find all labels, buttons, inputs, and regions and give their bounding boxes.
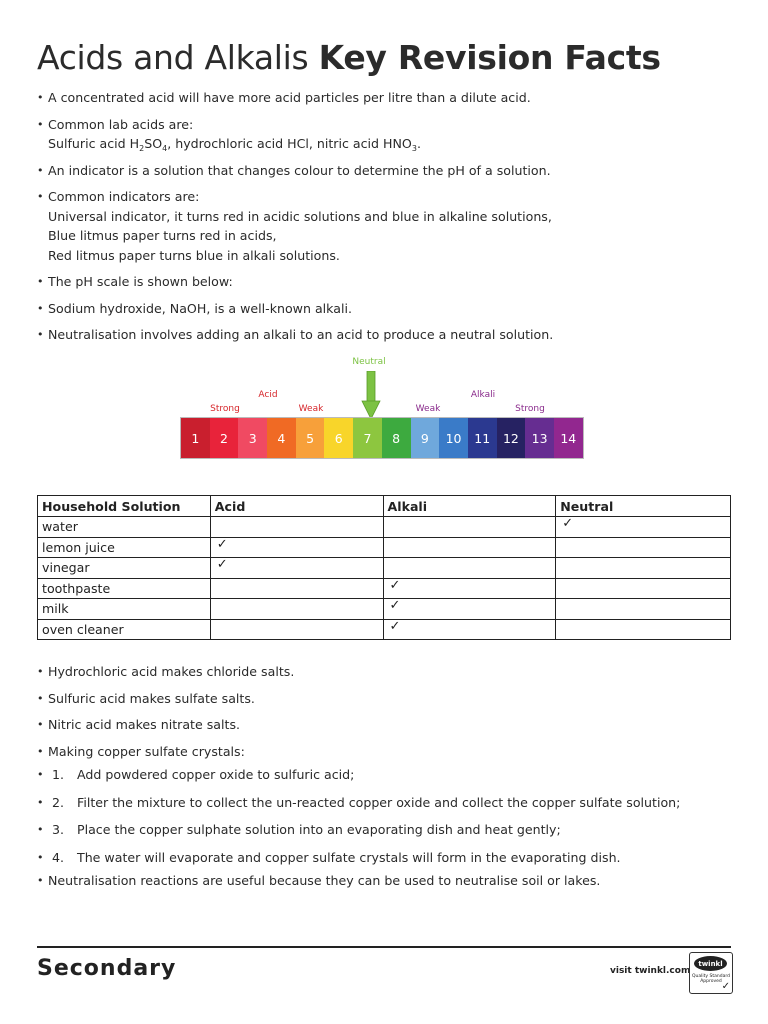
ph-cell-2: 2 — [210, 418, 239, 458]
alkali-cell — [383, 537, 556, 558]
step-item: • 4. The water will evaporate and copper sulfate crystals will form in the evaporating dish. — [37, 844, 737, 872]
fact-item — [37, 299, 737, 319]
ph-bar — [180, 417, 584, 459]
ph-scale — [180, 354, 590, 484]
ph-acid-label: Acid — [258, 390, 278, 400]
fact-text: • An indicator is a solution that changes colour to determine the pH of a solution. — [48, 162, 551, 178]
fact-text: • Neutralisation involves adding an alkali to an acid to produce a neutral solution. — [48, 327, 554, 342]
table-row — [38, 537, 731, 558]
fact-text: • A concentrated acid will have more acid particles per litre than a dilute acid. — [48, 90, 531, 105]
ph-cell-8: 8 — [382, 418, 411, 458]
acid-cell — [210, 578, 383, 599]
ph-cell-11: 11 — [468, 418, 497, 458]
visit-link[interactable]: visit twinkl.com — [610, 966, 691, 976]
fact-item — [37, 161, 737, 181]
page-title — [37, 38, 661, 77]
ph-cell-9: 9 — [411, 418, 440, 458]
fact-text: • Hydrochloric acid makes chloride salts. — [48, 664, 295, 679]
table-row — [38, 558, 731, 579]
solution-name: toothpaste — [38, 578, 211, 599]
indicator-line: Red litmus paper turns blue in alkali solutions. — [48, 247, 340, 263]
fact-text: • Common indicators are: — [48, 189, 200, 204]
alkali-cell: ✓ — [383, 578, 556, 599]
badge-logo: twinkl — [694, 956, 727, 971]
ph-neutral-label: Neutral — [352, 357, 386, 367]
badge-text: Quality Standard Approved — [692, 974, 730, 984]
alkali-cell: ✓ — [383, 619, 556, 640]
fact-text: • Making copper sulfate crystals: — [48, 743, 245, 759]
quality-badge — [689, 952, 733, 994]
ph-cell-5: 5 — [296, 418, 325, 458]
fact-text: • The pH scale is shown below: — [48, 274, 233, 289]
fact-item — [37, 115, 737, 154]
fact-item — [37, 88, 737, 108]
fact-item — [37, 742, 737, 872]
alkali-cell — [383, 517, 556, 538]
neutral-cell — [556, 578, 731, 599]
table-row — [38, 578, 731, 599]
fact-text: • Neutralisation reactions are useful because they can be used to neutralise soil or lakes. — [48, 873, 601, 888]
fact-text: • Nitric acid makes nitrate salts. — [48, 717, 241, 732]
neutral-cell — [556, 558, 731, 579]
step-item: • 2. Filter the mixture to collect the un-reacted copper oxide and collect the copper sulfate solution; — [37, 789, 737, 817]
ph-acid-strong-label: Strong — [210, 404, 240, 414]
fact-item — [37, 871, 737, 891]
indicator-line: Blue litmus paper turns red in acids, — [48, 228, 277, 243]
indicator-line: Universal indicator, it turns red in acidic solutions and blue in alkaline solutions, — [48, 208, 552, 224]
ph-cell-1: 1 — [181, 418, 210, 458]
fact-item — [37, 325, 737, 345]
ph-cell-14: 14 — [554, 418, 583, 458]
neutral-cell — [556, 599, 731, 620]
ph-cell-6: 6 — [324, 418, 353, 458]
header-neutral: Neutral — [556, 496, 731, 517]
ph-cell-4: 4 — [267, 418, 296, 458]
acid-cell: ✓ — [210, 537, 383, 558]
title-part1: Acids and Alkalis — [37, 38, 319, 77]
solution-name: milk — [38, 599, 211, 620]
ph-alkali-strong-label: Strong — [515, 404, 545, 414]
fact-text: • Sulfuric acid makes sulfate salts. — [48, 690, 255, 706]
solution-name: water — [38, 517, 211, 538]
solution-name: vinegar — [38, 558, 211, 579]
neutral-cell — [556, 619, 731, 640]
ph-alkali-weak-label: Weak — [415, 404, 441, 414]
header-alkali: Alkali — [383, 496, 556, 517]
checkmark-icon: ✓ — [721, 981, 730, 992]
facts-list-bottom — [37, 662, 737, 891]
lab-acids-line: Sulfuric acid $H_2SO_4$, hydrochloric acid HCl, nitric acid $HNO_3$. — [48, 136, 421, 153]
ph-cell-12: 12 — [497, 418, 526, 458]
footer-divider — [37, 946, 731, 948]
neutral-cell — [556, 537, 731, 558]
ph-cell-7: 7 — [353, 418, 382, 458]
facts-list-top — [37, 88, 737, 345]
acid-cell — [210, 517, 383, 538]
ph-cell-13: 13 — [525, 418, 554, 458]
table-row — [38, 619, 731, 640]
solution-name: lemon juice — [38, 537, 211, 558]
title-part2: Key Revision Facts — [318, 38, 661, 77]
fact-item — [37, 689, 737, 709]
header-household-solution: Household Solution — [38, 496, 211, 517]
acid-cell — [210, 619, 383, 640]
household-table — [37, 495, 731, 640]
brand-logo: Secondary — [37, 956, 177, 981]
alkali-cell — [383, 558, 556, 579]
fact-item — [37, 662, 737, 682]
fact-item — [37, 715, 737, 735]
ph-acid-weak-label: Weak — [298, 404, 324, 414]
fact-item — [37, 272, 737, 292]
solution-name: oven cleaner — [38, 619, 211, 640]
step-item: • 1. Add powdered copper oxide to sulfuric acid; — [37, 761, 737, 789]
ph-alkali-label: Alkali — [470, 390, 496, 400]
steps-list — [37, 761, 737, 871]
table-header-row — [38, 496, 731, 517]
neutral-cell: ✓ — [556, 517, 731, 538]
table-row — [38, 517, 731, 538]
fact-text: • Common lab acids are: — [48, 116, 194, 132]
ph-cell-3: 3 — [238, 418, 267, 458]
fact-item — [37, 187, 737, 265]
neutral-arrow-icon — [361, 371, 381, 421]
alkali-cell: ✓ — [383, 599, 556, 620]
acid-cell: ✓ — [210, 558, 383, 579]
ph-cell-10: 10 — [439, 418, 468, 458]
table-row — [38, 599, 731, 620]
header-acid: Acid — [210, 496, 383, 517]
fact-text: • Sodium hydroxide, NaOH, is a well-known alkali. — [48, 300, 352, 316]
step-item: • 3. Place the copper sulphate solution into an evaporating dish and heat gently; — [37, 816, 737, 844]
acid-cell — [210, 599, 383, 620]
